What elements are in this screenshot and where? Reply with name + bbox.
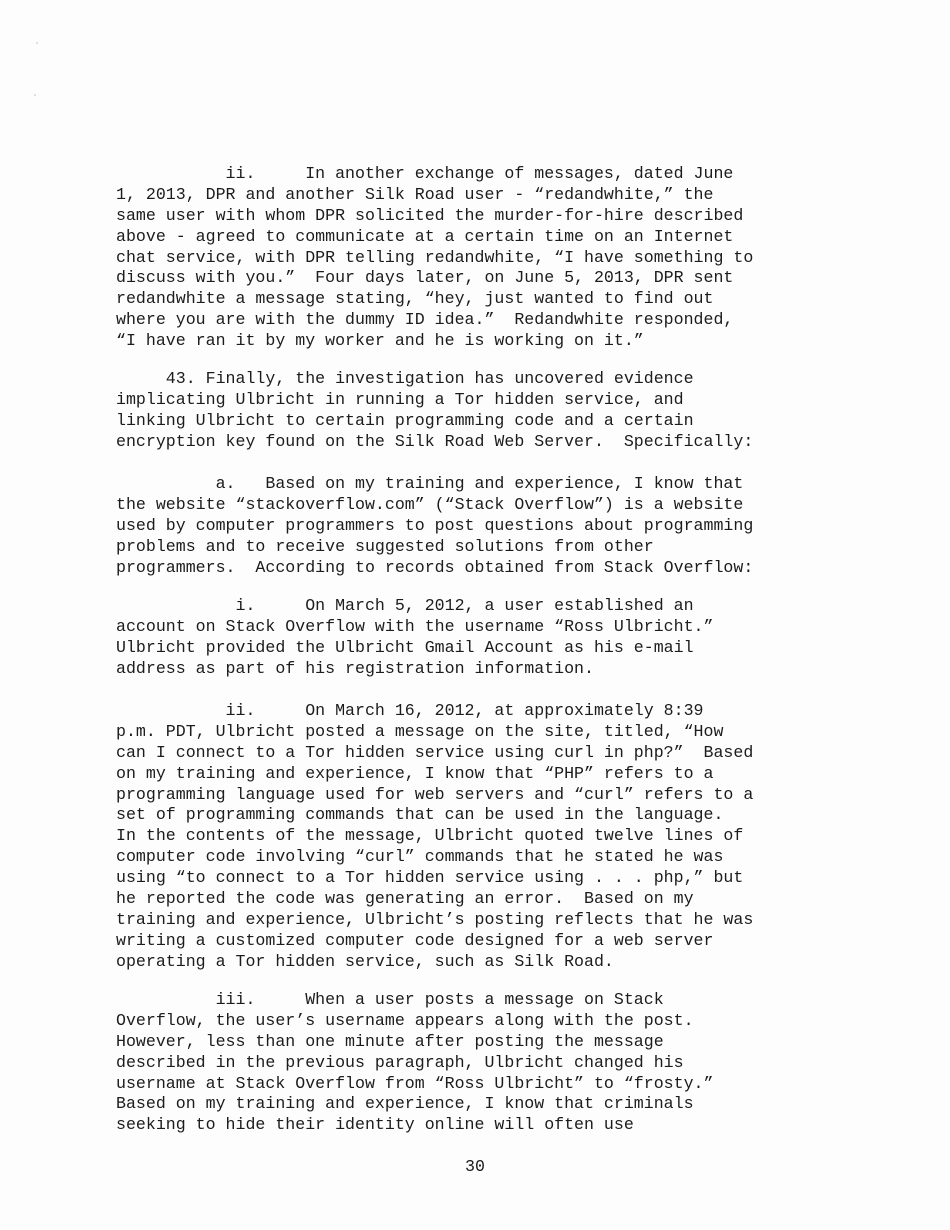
text-line: where you are with the dummy ID idea.” Redandwhite responded, [116,310,734,330]
text-line: same user with whom DPR solicited the murder-for-hire described [116,205,744,225]
text-line: implicating Ulbricht in running a Tor hidden service, and [116,389,684,409]
text-line: account on Stack Overflow with the username “Ross Ulbricht.” [116,616,714,636]
scan-artifact [36,42,38,44]
text-line: iii. When a user posts a message on Stack [116,990,664,1009]
text-line: computer code involving “curl” commands that he stated he was [116,847,724,867]
paragraph-i-march-5 [116,596,836,680]
text-line: Overflow, the user’s username appears along with the post. [116,1010,694,1030]
text-line: a. Based on my training and experience, I know that [116,474,744,493]
paragraph-a [116,474,836,578]
text-line: “I have ran it by my worker and he is working on it.” [116,331,644,351]
text-line: set of programming commands that can be used in the language. [116,805,724,825]
text-line: the website “stackoverflow.com” (“Stack Overflow”) is a website [116,494,744,514]
text-line: 1, 2013, DPR and another Silk Road user - “redandwhite,” the [116,184,714,204]
text-line: seeking to hide their identity online will often use [116,1115,634,1135]
scan-artifact [34,94,36,96]
paragraph-43 [116,369,836,453]
paragraph-ii-june-1 [116,164,836,352]
text-line: operating a Tor hidden service, such as Silk Road. [116,951,614,971]
text-line: In the contents of the message, Ulbricht quoted twelve lines of [116,826,744,846]
text-line: above - agreed to communicate at a certain time on an Internet [116,226,734,246]
text-line: programmers. According to records obtained from Stack Overflow: [116,557,754,577]
text-line: redandwhite a message stating, “hey, just wanted to find out [116,289,714,309]
text-line: programming language used for web servers and “curl” refers to a [116,784,754,804]
text-line: chat service, with DPR telling redandwhite, “I have something to [116,247,754,267]
text-line: Based on my training and experience, I know that criminals [116,1094,694,1114]
text-line: used by computer programmers to post questions about programming [116,515,754,535]
text-line: on my training and experience, I know that “PHP” refers to a [116,763,714,783]
text-line: i. On March 5, 2012, a user established an [116,596,694,615]
text-line: problems and to receive suggested solutions from other [116,536,654,556]
text-line: However, less than one minute after posting the message [116,1031,664,1051]
text-line: using “to connect to a Tor hidden service using . . . php,” but [116,868,744,888]
text-line: p.m. PDT, Ulbricht posted a message on the site, titled, “How [116,721,724,741]
text-line: can I connect to a Tor hidden service using curl in php?” Based [116,742,754,762]
paragraph-iii [116,990,836,1136]
text-line: 43. Finally, the investigation has uncovered evidence [116,369,694,388]
text-line: he reported the code was generating an error. Based on my [116,889,694,909]
page-number: 30 [465,1157,485,1176]
text-line: username at Stack Overflow from “Ross Ulbricht” to “frosty.” [116,1073,714,1093]
text-line: linking Ulbricht to certain programming code and a certain [116,410,694,430]
text-line: encryption key found on the Silk Road Web Server. Specifically: [116,431,754,451]
text-line: address as part of his registration information. [116,658,594,678]
text-line: training and experience, Ulbricht’s posting reflects that he was [116,909,754,929]
text-line: ii. In another exchange of messages, dated June [116,164,734,183]
text-line: writing a customized computer code designed for a web server [116,930,714,950]
text-line: described in the previous paragraph, Ulbricht changed his [116,1052,684,1072]
paragraph-ii-march-16 [116,701,836,973]
text-line: discuss with you.” Four days later, on June 5, 2013, DPR sent [116,268,734,288]
text-line: ii. On March 16, 2012, at approximately 8:39 [116,701,704,720]
text-line: Ulbricht provided the Ulbricht Gmail Account as his e-mail [116,637,694,657]
